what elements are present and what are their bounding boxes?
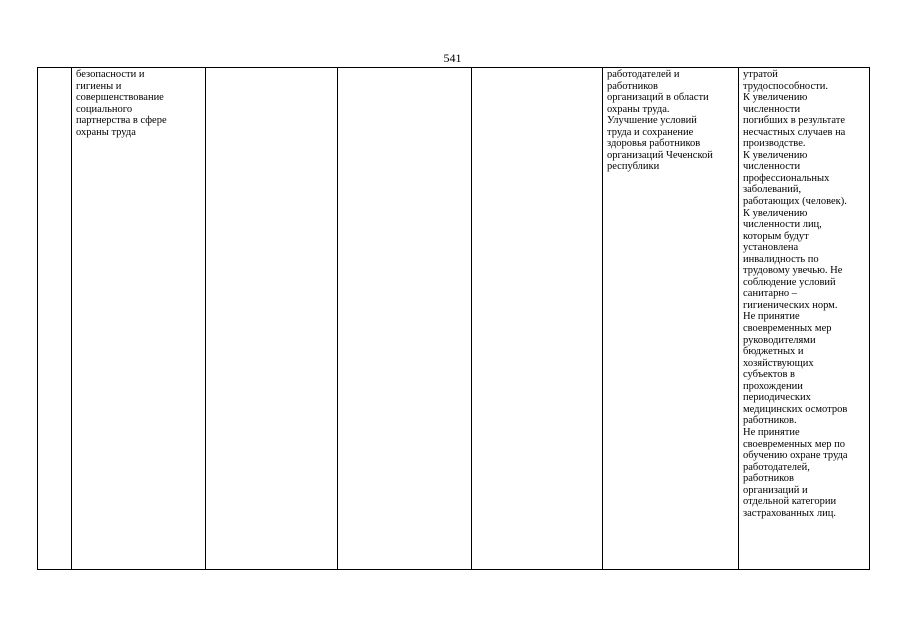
cell-text: утратой трудоспособности. К увеличению численности погибших в результате несчастных случаев на производстве. К увеличению численности профессиональных заболеваний, работающих (человек). К увеличению численности лиц, которым будут установлена инвалидность по трудовому увечью. Не соблюдение условий санитарно – гигиенических норм. Не принятие своевременных мер руководителями бюджетных и хозяйствующих субъектов в прохождении периодических медицинских осмотров работников. Не принятие своевременных мер по обучению охране труда работодателей, работников организаций и отдельной категории застрахованных лиц. xyxy=(743,69,848,519)
page-number: 541 xyxy=(443,51,462,65)
cell-text: работодателей и работников организаций в области охраны труда. Улучшение условий труда и сохранение здоровья работников организаций Чеченской республики xyxy=(607,69,713,173)
table-cell-activity xyxy=(72,68,206,570)
table-cell-empty xyxy=(338,68,472,570)
table-cell-expected-result xyxy=(603,68,739,570)
table-cell-empty xyxy=(472,68,603,570)
cell-text: безопасности и гигиены и совершенствование социального партнерства в сфере охраны труда xyxy=(76,69,167,138)
table-row xyxy=(38,68,870,570)
table-cell-consequences xyxy=(739,68,870,570)
document-table xyxy=(37,67,870,570)
table-cell-number xyxy=(38,68,72,570)
table-cell-empty xyxy=(206,68,338,570)
